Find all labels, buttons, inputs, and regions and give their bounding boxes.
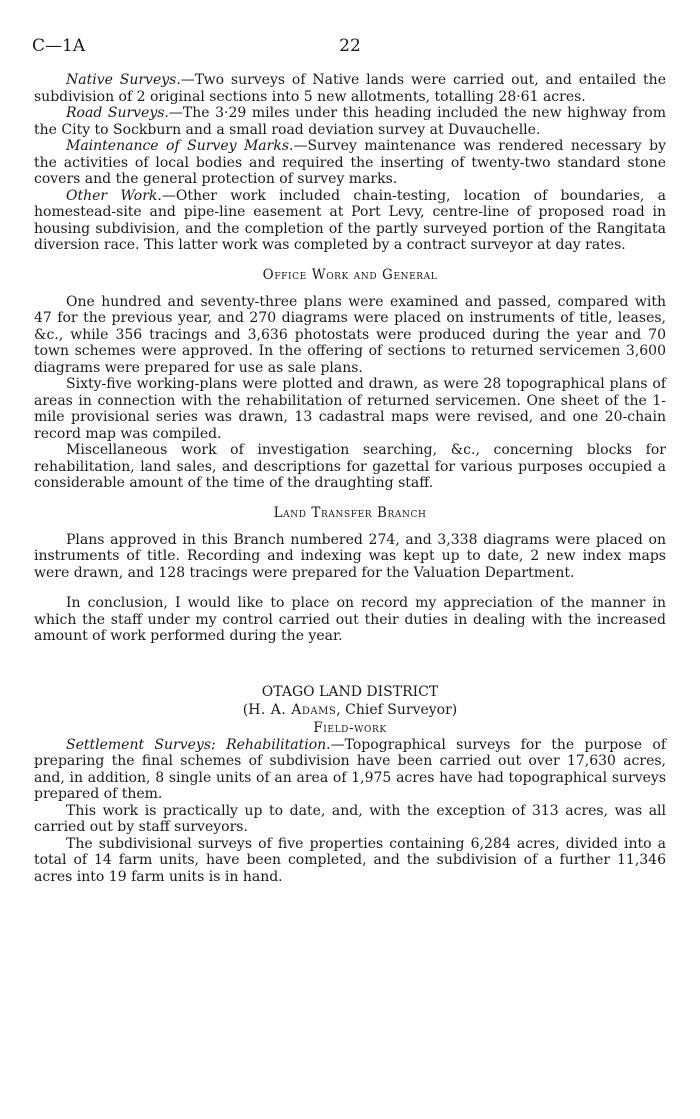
maintenance-paragraph [34, 138, 666, 188]
district-heading: OTAGO LAND DISTRICT [261, 683, 439, 700]
land-transfer-paragraph: Plans approved in this Branch numbered 274, and 3,338 diagrams were placed on instruments of title. Recording and indexing was kept up to date, 2 new index maps were drawn, and 128 tracings were prepared for the Valuation Department. [34, 531, 666, 581]
page-number: 22 [339, 36, 361, 56]
office-work-paragraph: Miscellaneous work of investigation searching, &c., concerning blocks for rehabilitation, land sales, and descriptions for gazettal for various purposes occupied a considerable amount of the time of the draughting staff. [34, 442, 666, 491]
chief-surveyor-line [34, 701, 666, 719]
field-work-heading: Field-work [313, 719, 387, 736]
native-surveys-paragraph [34, 72, 666, 105]
other-work-title: Other Work. [66, 187, 162, 204]
chief-surveyor-name: H. A. Adams [248, 701, 337, 718]
office-work-heading: Office Work and General [262, 266, 438, 283]
road-surveys-paragraph [34, 105, 666, 138]
otago-paragraph: The subdivisional surveys of five properties containing 6,284 acres, divided into a total of 14 farm units, have been completed, and the subdivision of a further 11,346 acres into 19 farm units is in hand. [34, 835, 666, 885]
other-work-paragraph [34, 188, 666, 254]
page-header [32, 36, 668, 60]
maintenance-text: —Survey maintenance was rendered necessary by the activities of local bodies and required the inserting of twenty-two standard stone covers and the general protection of survey marks. [34, 138, 666, 187]
other-work-text: —Other work included chain-testing, location of boundaries, a homestead-site and pipe-line easement at Port Levy, centre-line of proposed road in housing subdivision, and the completion of the partly surveyed portion of the Rangitata diversion race. This latter work was completed by a contract surveyor at day rates. [34, 187, 666, 253]
page-body [34, 72, 666, 885]
open-paren: ( [242, 701, 249, 718]
native-surveys-text: —Two surveys of Native lands were carried out, and entailed the subdivision of 2 original sections into 5 new allotments, totalling 28·61 acres. [34, 72, 666, 105]
document-reference: C—1A [32, 36, 86, 56]
rehabilitation-title: Rehabilitation. [226, 736, 331, 753]
road-surveys-text: —The 3·29 miles under this heading included the new highway from the City to Sockburn and a small road deviation survey at Duvauchelle. [34, 105, 666, 138]
chief-surveyor-title: , Chief Surveyor) [336, 701, 458, 718]
native-surveys-title: Native Surveys. [66, 72, 181, 88]
settlement-surveys-paragraph [34, 737, 666, 803]
office-work-paragraph: One hundred and seventy-three plans were examined and passed, compared with 47 for the previous year, and 270 diagrams were placed on instruments of title, leases, &c., while 356 tracings and 3,636 photostats were produced during the year and 70 town schemes were approved. In the offering of sections to returned servicemen 3,600 diagrams were prepared for use as sale plans. [34, 293, 666, 376]
settlement-surveys-text: —Topographical surveys for the purpose of preparing the final schemes of subdivision have been carried out over 17,630 acres, and, in addition, 8 single units of an area of 1,975 acres have had topographical surveys prepared of them. [34, 736, 666, 802]
maintenance-title: Maintenance of Survey Marks. [66, 138, 294, 154]
otago-paragraph: This work is practically up to date, and, with the exception of 313 acres, was all carried out by staff surveyors. [34, 802, 666, 835]
road-surveys-title: Road Surveys. [66, 105, 169, 121]
office-work-paragraph: Sixty-five working-plans were plotted and drawn, as were 28 topographical plans of areas in connection with the rehabilitation of returned servicemen. One sheet of the 1-mile provisional series was drawn, 13 cadastral maps were revised, and one 20-chain record map was compiled. [34, 376, 666, 442]
conclusion-paragraph: In conclusion, I would like to place on record my appreciation of the manner in which the staff under my control carried out their duties in dealing with the increased amount of work performed during the year. [34, 595, 666, 644]
land-transfer-heading: Land Transfer Branch [273, 504, 427, 521]
settlement-surveys-title: Settlement Surveys: [66, 736, 216, 753]
